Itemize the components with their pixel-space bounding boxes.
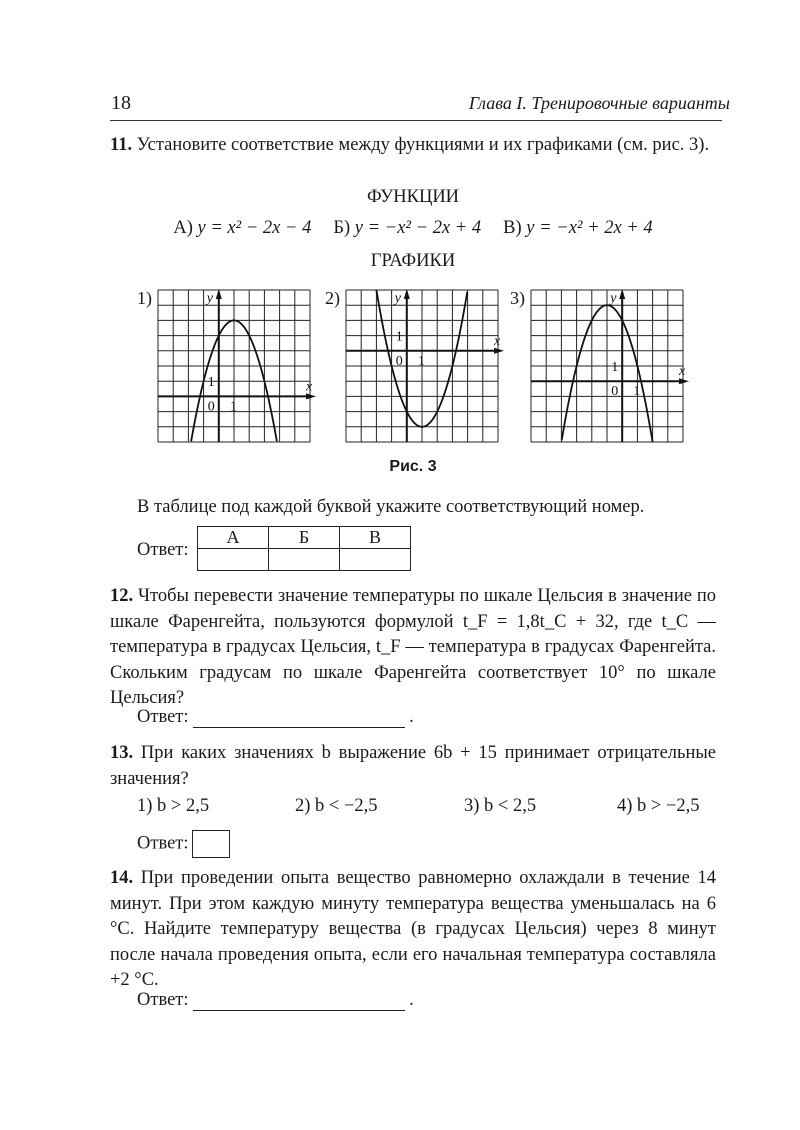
function-a: [173, 218, 311, 239]
task-14-answer-label: Ответ:: [137, 990, 189, 1010]
page-number: 18: [111, 92, 131, 114]
y-axis-label: y: [610, 291, 617, 306]
function-a-formula: y = x² − 2x − 4: [197, 218, 312, 238]
graph-2-label: 2): [325, 288, 340, 308]
answer-cell-a[interactable]: [198, 549, 269, 571]
function-v-formula: y = −x² + 2x + 4: [526, 218, 653, 238]
task-12-statement: [110, 584, 716, 712]
x-unit-label: 1: [230, 399, 237, 415]
task-11-statement: [110, 133, 716, 159]
task-13-answer-label: Ответ:: [137, 833, 189, 854]
task-12-number: 12.: [110, 586, 134, 606]
task-12-text: Чтобы перевести значение температуры по шкале Цельсия в значение по шкале Фаренгейта, пользуются формулой t_F = 1,8t_C + 32, где t_C — температура в градусах Цельсия, t_F — температура в градусах Фаренгейта. Скольким градусам по шкале Фаренгейта соответствует 10° по шкале Цельсия?: [110, 586, 716, 708]
origin-label: 0: [395, 353, 403, 369]
origin-label: 0: [207, 399, 215, 415]
task-13-option-2[interactable]: 2) b < −2,5: [295, 796, 378, 816]
task-11-text: Установите соответствие между функциями и их графиками (см. рис. 3).: [136, 135, 710, 155]
answer-table-header-b: Б: [269, 527, 340, 549]
x-unit-label: 1: [633, 384, 641, 400]
task-11-number: 11.: [110, 135, 133, 155]
answer-cell-v[interactable]: [340, 549, 411, 571]
function-a-letter: А): [173, 218, 193, 238]
task-13-answer: [137, 830, 230, 858]
function-v: [503, 218, 653, 239]
task-12-answer-label: Ответ:: [137, 707, 189, 727]
graph-3: [529, 288, 689, 446]
task-13-option-3[interactable]: 3) b < 2,5: [464, 796, 537, 816]
task-13-statement: [110, 741, 716, 792]
y-unit-label: 1: [395, 329, 403, 345]
origin-label: 0: [611, 384, 619, 400]
task-11-instruction: В таблице под каждой буквой укажите соответствующий номер.: [137, 497, 645, 517]
answer-table-header-v: В: [340, 527, 411, 549]
graph-1-label: 1): [137, 288, 152, 308]
answer-table-header-a: А: [198, 527, 269, 549]
graph-2: [344, 288, 504, 446]
answer-table: [197, 526, 411, 571]
answer-cell-b[interactable]: [269, 549, 340, 571]
function-v-letter: В): [503, 218, 522, 238]
task-13-option-4[interactable]: 4) b > −2,5: [617, 796, 700, 816]
functions-list: [110, 218, 716, 239]
graph-1: [156, 288, 316, 446]
y-axis-label: y: [394, 291, 402, 306]
x-axis-label: x: [679, 364, 686, 380]
chapter-title: Глава I. Тренировочные варианты: [468, 93, 730, 113]
task-13-option-1[interactable]: 1) b > 2,5: [137, 796, 210, 816]
task-12-answer-field[interactable]: [193, 709, 405, 728]
task-12-answer: Ответ: .: [137, 707, 414, 727]
graphs-heading: ГРАФИКИ: [370, 251, 456, 271]
x-axis-label: x: [306, 379, 313, 395]
task-13-answer-box[interactable]: [192, 830, 230, 858]
task-14-number: 14.: [110, 868, 134, 888]
task-13-text: При каких значениях b выражение 6b + 15 принимает отрицательные значения?: [110, 743, 716, 789]
figure-caption: Рис. 3: [389, 458, 437, 475]
functions-heading: ФУНКЦИИ: [366, 187, 460, 207]
y-unit-label: 1: [207, 375, 215, 391]
task-14-answer-field[interactable]: [193, 992, 405, 1011]
task-14-statement: [110, 866, 716, 994]
y-unit-label: 1: [611, 360, 619, 375]
task-11-answer-label: Ответ:: [137, 540, 189, 560]
task-14-answer: Ответ: .: [137, 990, 414, 1010]
y-axis-label: y: [206, 291, 214, 306]
function-b: [333, 218, 481, 239]
task-13-number: 13.: [110, 743, 134, 763]
x-unit-label: 1: [418, 353, 425, 369]
header-divider: [110, 120, 722, 121]
task-14-text: При проведении опыта вещество равномерно охлаждали в течение 14 минут. При этом каждую минуту температура вещества уменьшалась на 6 °С. Найдите температуру вещества (в градусах Цельсия) через 8 минут после начала проведения опыта, если его начальная температура составляла +2 °С.: [110, 868, 717, 990]
function-b-formula: y = −x² − 2x + 4: [354, 218, 482, 238]
graph-3-label: 3): [510, 288, 525, 308]
function-b-letter: Б): [333, 218, 351, 238]
x-axis-label: x: [494, 333, 501, 349]
